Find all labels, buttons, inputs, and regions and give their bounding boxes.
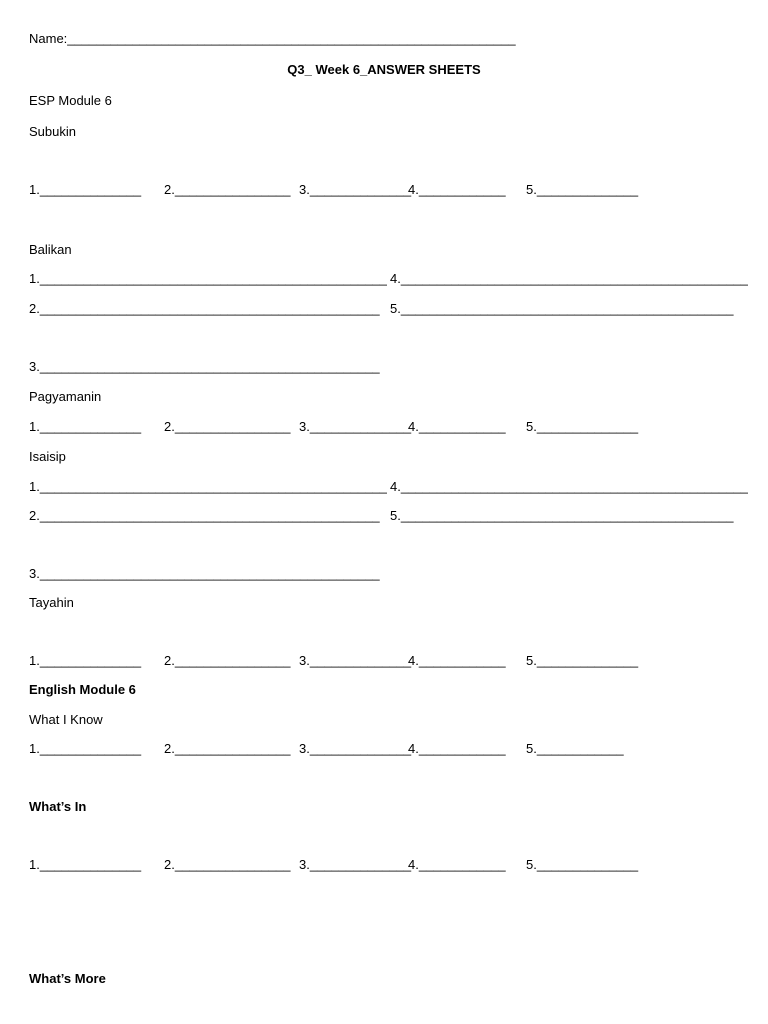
- balikan-answer-row: [0, 271, 768, 287]
- answer-blank-4: 4.________________________________________________: [390, 479, 748, 494]
- esp-module-heading: ESP Module 6: [29, 93, 112, 108]
- balikan-heading: Balikan: [29, 242, 72, 257]
- tayahin-answer-row: [0, 653, 768, 669]
- pagyamanin-answer-row: [0, 419, 768, 435]
- tayahin-heading: Tayahin: [29, 595, 74, 610]
- isaisip-answer-row: [0, 508, 768, 524]
- answer-blank-1: 1.________________________________________________: [29, 271, 387, 286]
- answer-blank-1: 1.______________: [29, 182, 142, 197]
- answer-blank-5: 5.______________: [526, 653, 639, 668]
- answer-blank-3: 3._______________________________________________: [29, 359, 380, 374]
- pagyamanin-heading: Pagyamanin: [29, 389, 102, 404]
- answer-blank-2: 2._______________________________________________: [29, 301, 380, 316]
- answer-blank-4: 4.____________: [408, 741, 506, 756]
- answer-blank-5: 5.______________: [526, 182, 639, 197]
- balikan-answer-row: [0, 359, 768, 375]
- answer-blank-5: 5.______________________________________________: [390, 301, 734, 316]
- answer-blank-4: 4.____________: [408, 653, 506, 668]
- answer-blank-4: 4.____________: [408, 857, 506, 872]
- answer-blank-3: 3.______________: [299, 653, 412, 668]
- answer-blank-1: 1.______________: [29, 653, 142, 668]
- answer-blank-3: 3.______________: [299, 182, 412, 197]
- answer-blank-3: 3.______________: [299, 741, 412, 756]
- answer-blank-2: 2.________________: [164, 182, 291, 197]
- answer-blank-5: 5.______________: [526, 419, 639, 434]
- isaisip-answer-row: [0, 566, 768, 582]
- answer-blank-5: 5.____________: [526, 741, 624, 756]
- answer-blank-2: 2._______________________________________________: [29, 508, 380, 523]
- whats-in-heading: What’s In: [29, 799, 87, 814]
- answer-blank-1: 1.______________: [29, 419, 142, 434]
- answer-blank-3: 3._______________________________________________: [29, 566, 380, 581]
- answer-blank-4: 4.________________________________________________: [390, 271, 748, 286]
- answer-blank-3: 3.______________: [299, 857, 412, 872]
- answer-blank-5: 5.______________________________________________: [390, 508, 734, 523]
- whats-in-answer-row: [0, 857, 768, 873]
- what-i-know-heading: What I Know: [29, 712, 103, 727]
- answer-blank-4: 4.____________: [408, 182, 506, 197]
- subukin-answer-row: [0, 182, 768, 198]
- answer-blank-4: 4.____________: [408, 419, 506, 434]
- subukin-heading: Subukin: [29, 124, 76, 139]
- answer-blank-3: 3.______________: [299, 419, 412, 434]
- answer-blank-2: 2.________________: [164, 419, 291, 434]
- answer-blank-5: 5.______________: [526, 857, 639, 872]
- answer-blank-2: 2.________________: [164, 653, 291, 668]
- answer-blank-1: 1.______________: [29, 857, 142, 872]
- what-i-know-answer-row: [0, 741, 768, 757]
- answer-blank-2: 2.________________: [164, 741, 291, 756]
- balikan-answer-row: [0, 301, 768, 317]
- whats-more-heading: What’s More: [29, 971, 106, 986]
- isaisip-answer-row: [0, 479, 768, 495]
- isaisip-heading: Isaisip: [29, 449, 66, 464]
- answer-blank-1: 1.________________________________________________: [29, 479, 387, 494]
- english-module-heading: English Module 6: [29, 682, 136, 697]
- page-title: Q3_ Week 6_ANSWER SHEETS: [287, 62, 481, 77]
- answer-blank-2: 2.________________: [164, 857, 291, 872]
- answer-blank-1: 1.______________: [29, 741, 142, 756]
- name-field-label: Name:______________________________________________________________: [29, 31, 516, 46]
